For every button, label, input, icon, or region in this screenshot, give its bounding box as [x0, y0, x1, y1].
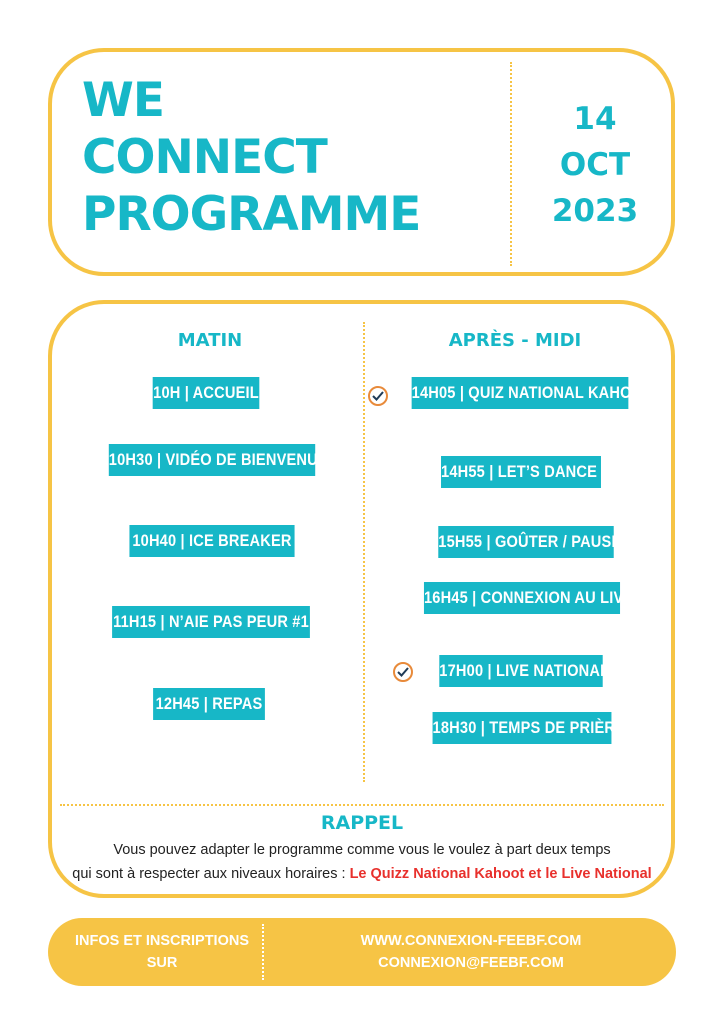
rappel-divider: [60, 804, 664, 806]
column-divider: [363, 322, 365, 782]
title-line-3: PROGRAMME: [82, 187, 421, 242]
rappel-text: [60, 838, 664, 886]
page-title: [82, 72, 420, 243]
schedule-item-afternoon-5: 17H00 | LIVE NATIONAL: [439, 655, 602, 687]
title-line-2: CONNECT: [82, 130, 327, 185]
schedule-item-morning-4: 11H15 | N’AIE PAS PEUR #1: [112, 606, 310, 638]
rappel-highlight: Le Quizz National Kahoot et le Live National: [349, 866, 652, 882]
check-icon: [368, 386, 388, 406]
header-divider: [510, 62, 512, 266]
footer-info-line-1: INFOS ET INSCRIPTIONS: [74, 933, 249, 949]
footer-info-label: [64, 930, 260, 974]
schedule-item-afternoon-3: 15H55 | GOÛTER / PAUSE: [438, 526, 613, 558]
title-line-1: WE: [82, 73, 164, 128]
schedule-item-afternoon-4: 16H45 | CONNEXION AU LIVE: [424, 582, 620, 614]
date-year: 2023: [551, 193, 639, 229]
event-date: [520, 96, 670, 234]
date-month: OCT: [559, 147, 631, 183]
schedule-item-morning-5: 12H45 | REPAS: [153, 688, 265, 720]
footer-website-link[interactable]: WWW.CONNEXION-FEEBF.COM: [360, 933, 582, 949]
footer-contact: [330, 930, 612, 974]
schedule-item-morning-1: 10H | ACCUEIL: [153, 377, 260, 409]
afternoon-column-title: APRÈS - MIDI: [448, 330, 582, 351]
schedule-item-afternoon-2: 14H55 | LET’S DANCE !: [441, 456, 601, 488]
check-icon: [393, 662, 413, 682]
footer-info-line-2: SUR: [146, 955, 178, 971]
schedule-item-afternoon-6: 18H30 | TEMPS DE PRIÈRE: [433, 712, 612, 744]
schedule-item-morning-2: 10H30 | VIDÉO DE BIENVENUE: [109, 444, 315, 476]
rappel-title: RAPPEL: [320, 812, 404, 834]
rappel-line-1: Vous pouvez adapter le programme comme vous le voulez à part deux temps: [113, 842, 611, 858]
footer-divider: [262, 924, 264, 980]
morning-column-title: MATIN: [177, 330, 243, 351]
schedule-item-afternoon-1: 14H05 | QUIZ NATIONAL KAHOOT: [412, 377, 629, 409]
footer-email-link[interactable]: CONNEXION@FEEBF.COM: [378, 955, 564, 971]
rappel-line-2-text: qui sont à respecter aux niveaux horaires :: [72, 866, 350, 882]
rappel-line-2: [60, 862, 664, 886]
schedule-item-morning-3: 10H40 | ICE BREAKER: [129, 525, 294, 557]
date-day: 14: [573, 101, 617, 137]
